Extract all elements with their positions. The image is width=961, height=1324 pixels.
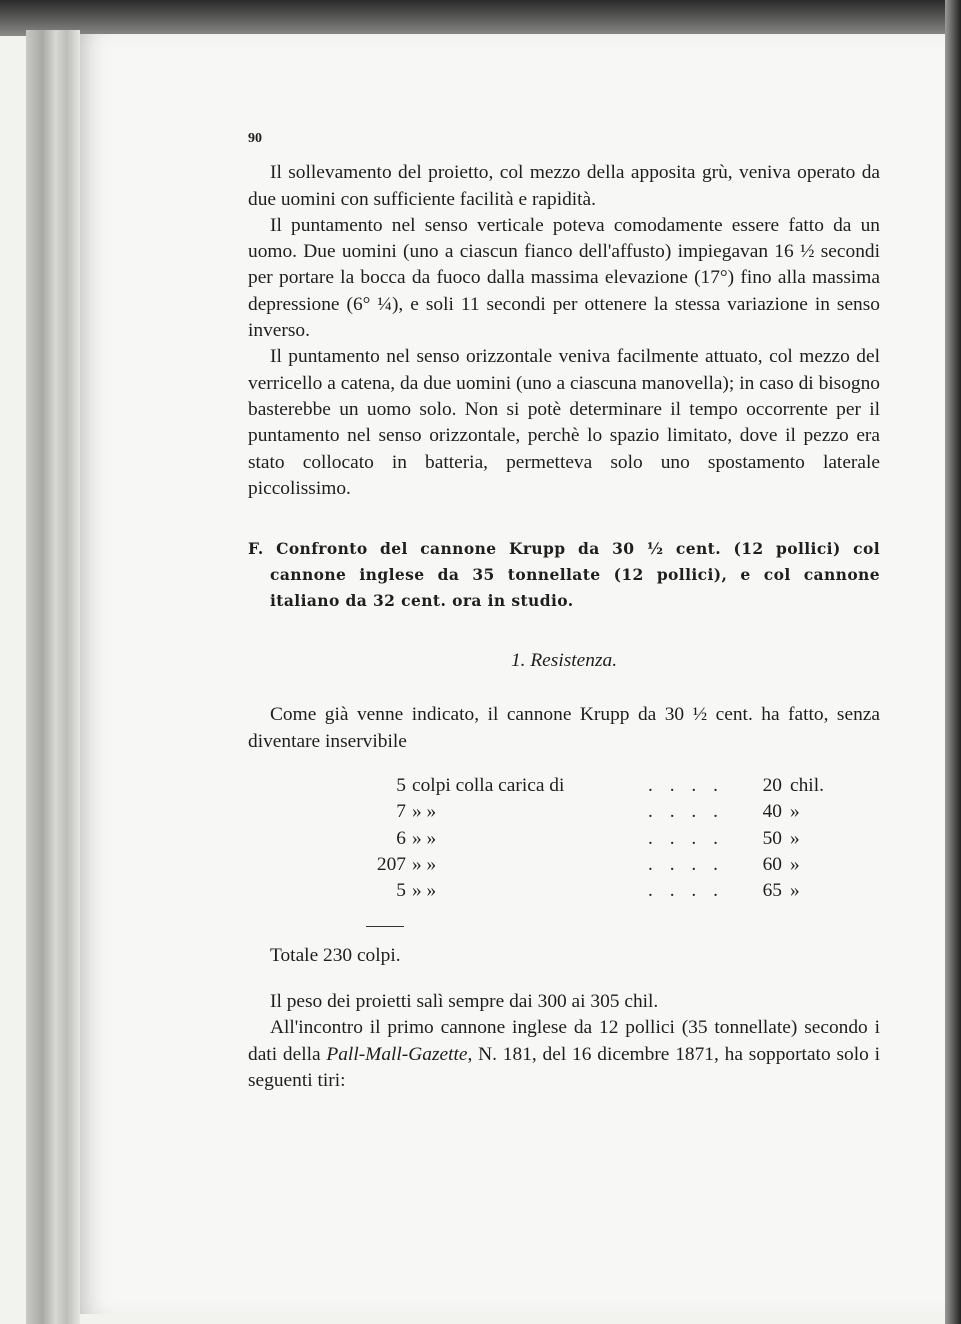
leader-dots: . . . . [648,880,724,902]
paragraph: Il peso dei proietti salì sempre dai 300 ai 305 chil. [270,991,659,1013]
charge-unit: » [790,853,800,875]
shot-count: 6 [396,827,406,849]
shot-count: 207 [376,853,406,875]
charge-value: 60 [762,853,782,875]
page-number: 90 [248,131,262,146]
paragraph: Il puntamento nel senso orizzontale veniva facilmente attuato, col mezzo del verricello a catena, da due uomini (uno a ciascuna manovella); in caso di bisogno basterebbe un uomo solo. Non si potè determinare il tempo occorrente per il puntamento nel senso orizzontale, perchè lo spazio limitato, dove il pezzo era stato collocato in batteria, permetteva solo uno spostamento laterale piccolissimo. [248,346,880,499]
subsection-heading: 1. Resistenza. [510,650,618,672]
shot-label: » » [412,853,437,875]
charge-value: 40 [762,801,782,823]
shot-count: 5 [396,775,406,797]
charge-value: 50 [762,827,782,849]
shot-count: 7 [396,801,406,823]
leader-dots: . . . . [648,775,724,797]
table-row [356,826,850,852]
paragraph: Il puntamento nel senso verticale poteva comodamente essere fatto da un uomo. Due uomini (uno a ciascun fianco dell'affusto) impiegavan 16 ½ secondi per portare la bocca da fuoco dalla massima elevazione (17°) fino alla massima depressione (6° ¼), e soli 11 secondi per ottenere la stessa variazione in senso inverso. [248,214,880,342]
shots-table [356,773,850,904]
shot-label: » » [412,827,437,849]
scan-right-border [945,0,961,1324]
charge-value: 65 [762,880,782,902]
table-row [356,773,850,799]
paragraph: Il sollevamento del proietto, col mezzo della apposita grù, veniva operato da due uomini con sufficiente facilità e rapidità. [248,162,880,210]
leader-dots: . . . . [648,853,724,875]
shot-count: 5 [396,880,406,902]
section-heading: F. Confronto del cannone Krupp da 30 ½ cent. (12 pollici) col cannone inglese da 35 tonnellate (12 pollici), e col cannone italiano da 32 cent. ora in studio. [248,539,880,611]
scan-top-border [0,0,961,36]
table-row [356,799,850,825]
table-row [356,852,850,878]
leader-dots: . . . . [648,801,724,823]
shot-label: » » [412,880,437,902]
total-line: Totale 230 colpi. [270,944,401,966]
shot-label: colpi colla carica di [412,775,565,797]
charge-unit: chil. [790,775,824,797]
book-spine [26,30,80,1324]
sum-rule [366,926,404,927]
leader-dots: . . . . [648,827,724,849]
shot-label: » » [412,801,437,823]
charge-value: 20 [762,775,782,797]
table-row [356,878,850,904]
paragraph: Come già venne indicato, il cannone Krupp da 30 ½ cent. ha fatto, senza diventare inservibile [248,704,880,752]
charge-unit: » [790,801,800,823]
paragraph: All'incontro il primo cannone inglese da 12 pollici (35 tonnellate) secondo i dati della Pall-Mall-Gazette, N. 181, del 16 dicembre 1871, ha sopportato solo i seguenti tiri: [248,1017,880,1092]
charge-unit: » [790,880,800,902]
charge-unit: » [790,827,800,849]
page-content [248,126,880,1094]
